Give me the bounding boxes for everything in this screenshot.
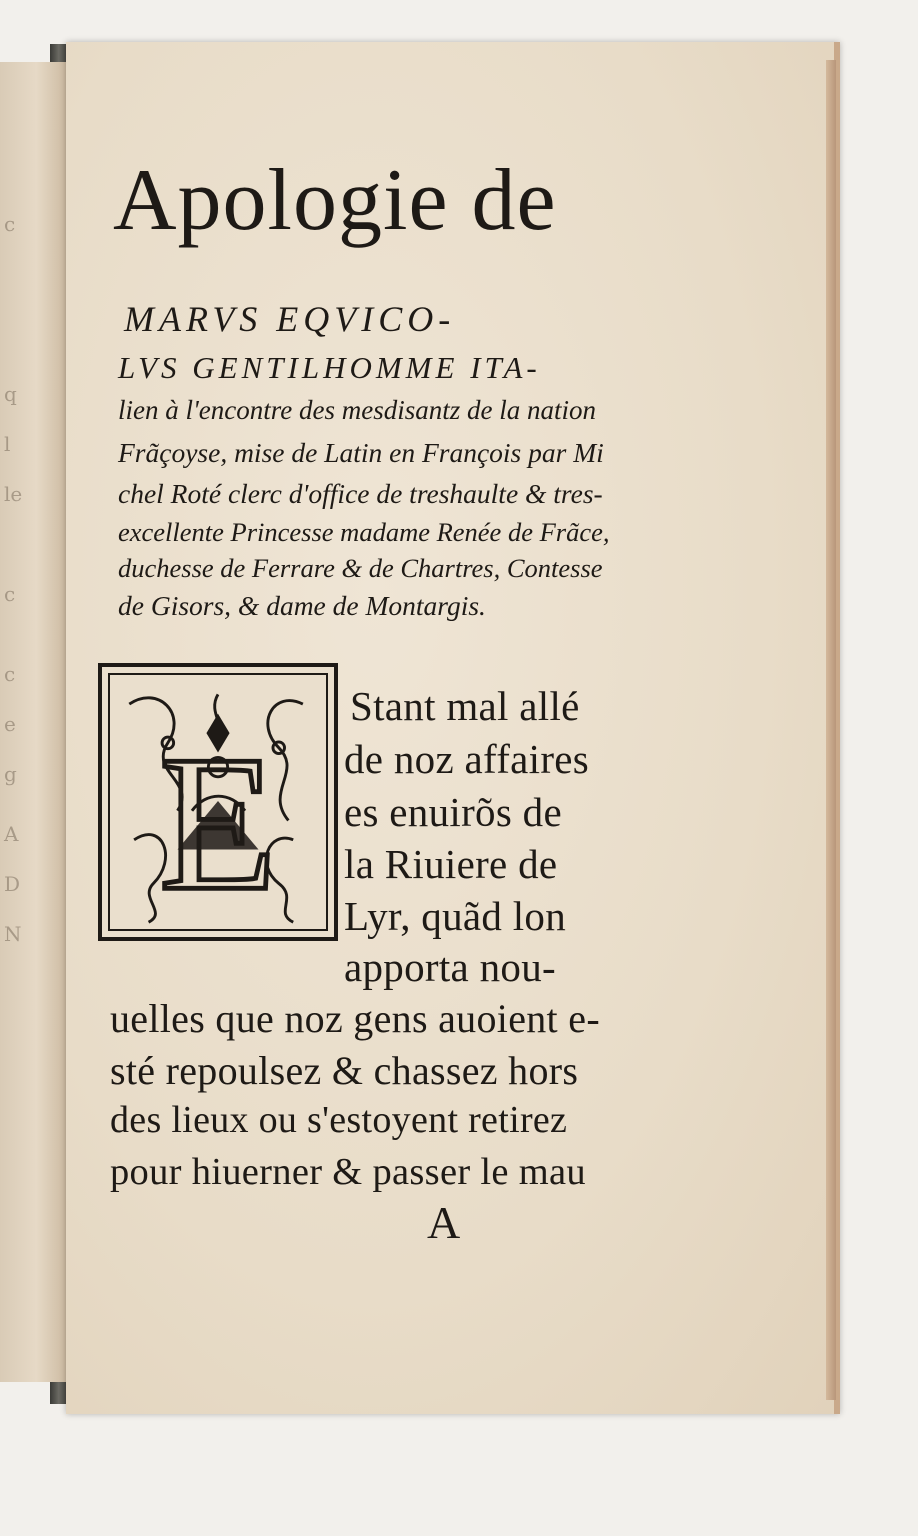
body-line-1: Stant mal allé	[350, 683, 580, 729]
page-fore-edge	[826, 60, 836, 1400]
body-line-10: pour hiuerner & passer le mau	[110, 1151, 586, 1193]
body-line-9: des lieux ou s'estoyent retirez	[110, 1099, 568, 1141]
subtitle-line-6: de Gisors, & dame de Montargis.	[118, 590, 486, 621]
floral-ornament-icon	[110, 675, 326, 929]
subtitle-line-3: chel Roté clerc d'office de treshaulte & tres-	[118, 478, 603, 509]
subtitle-line-2: Frãçoyse, mise de Latin en François par Mi	[118, 437, 604, 468]
signature-mark: A	[427, 1197, 461, 1248]
page-title: Apologie de	[113, 152, 557, 249]
subtitle-line-1: lien à l'encontre des mesdisantz de la nation	[118, 395, 596, 425]
body-line-3: es enuirõs de	[344, 789, 562, 835]
body-line-7: uelles que noz gens auoient e-	[110, 996, 600, 1041]
body-line-6: apporta nou-	[344, 944, 556, 990]
body-line-2: de noz affaires	[344, 736, 590, 782]
subtitle-caps-line-1: MARVS EQVICO-	[124, 299, 456, 339]
body-line-5: Lyr, quãd lon	[344, 893, 567, 939]
body-line-4: la Riuiere de	[344, 841, 558, 887]
decorated-initial	[98, 663, 338, 941]
svg-text:E: E	[159, 715, 277, 929]
subtitle-line-5: duchesse de Ferrare & de Chartres, Contesse	[118, 553, 603, 583]
body-line-8: sté repoulsez & chassez hors	[110, 1048, 579, 1093]
facing-page-edge: c q l le c c e g A D N	[0, 62, 68, 1382]
subtitle-caps-line-2: LVS GENTILHOMME ITA-	[118, 350, 541, 385]
subtitle-line-4: excellente Princesse madame Renée de Frãce,	[118, 517, 610, 547]
